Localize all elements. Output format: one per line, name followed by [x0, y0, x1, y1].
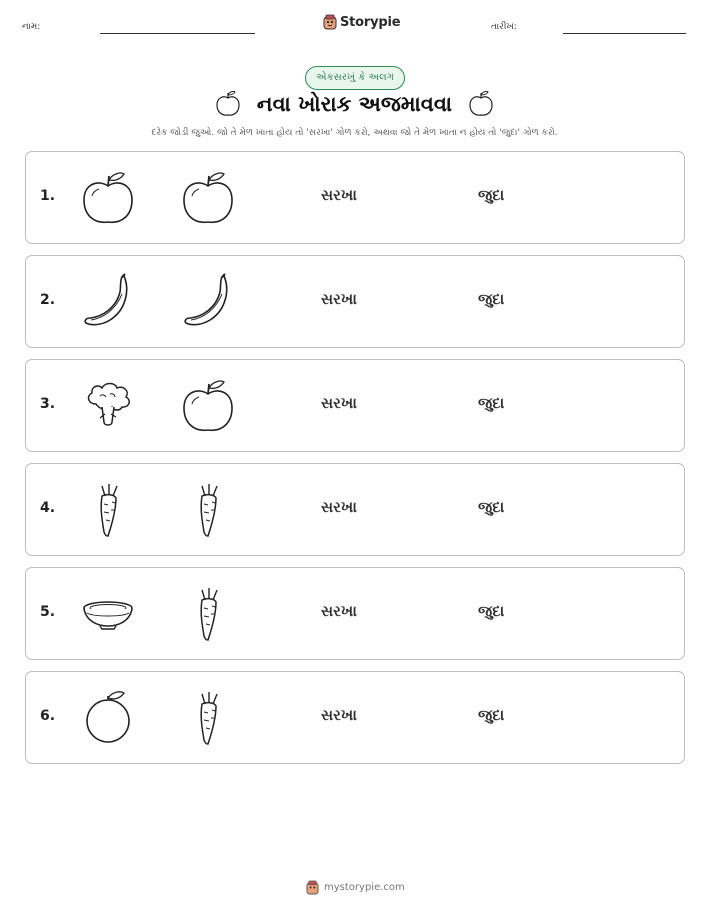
- question-number: 5.: [40, 604, 56, 620]
- category-badge: એકસરખું કે અલગ: [305, 66, 405, 90]
- different-option[interactable]: જુદા: [478, 290, 505, 308]
- banana-icon: [178, 272, 238, 332]
- carrot-icon: [178, 688, 238, 748]
- question-number: 6.: [40, 708, 56, 724]
- same-option[interactable]: સરખા: [321, 498, 357, 516]
- question-number: 2.: [40, 292, 56, 308]
- different-option[interactable]: જુદા: [478, 186, 505, 204]
- storypie-mascot-icon: [323, 14, 337, 30]
- question-number: 4.: [40, 500, 56, 516]
- question-card: [25, 671, 685, 764]
- same-option[interactable]: સરખા: [321, 394, 357, 412]
- different-option[interactable]: જુદા: [478, 394, 505, 412]
- different-option[interactable]: જુદા: [478, 498, 505, 516]
- carrot-icon: [178, 480, 238, 540]
- brand-name: Storypie: [340, 14, 401, 30]
- question-card: [25, 151, 685, 244]
- title-text: નવા ખોરાક અજમાવવા: [256, 91, 453, 116]
- footer-url: mystorypie.com: [324, 882, 405, 893]
- page-title: [0, 90, 709, 123]
- broccoli-icon: [78, 376, 138, 436]
- question-number: 1.: [40, 188, 56, 204]
- orange-icon: [78, 688, 138, 748]
- name-label: નામ:: [22, 22, 41, 32]
- worksheet-header: [0, 14, 709, 42]
- date-label: તારીખ:: [491, 22, 517, 32]
- name-line: [100, 33, 255, 34]
- same-option[interactable]: સરખા: [321, 602, 357, 620]
- different-option[interactable]: જુદા: [478, 602, 505, 620]
- storypie-mascot-icon: [306, 880, 319, 895]
- instructions: દરેક જોડી જુઓ. જો તે મેળ ખાતા હોય તો 'સરખા' ગોળ કરો, અથવા જો તે મેળ ખાતા ન હોય તો 'જુદા' ગોળ કરો.: [151, 128, 558, 138]
- date-line: [563, 33, 686, 34]
- same-option[interactable]: સરખા: [321, 186, 357, 204]
- apple-outline-icon: [215, 90, 241, 118]
- bowl-icon: [78, 584, 138, 644]
- question-card: [25, 567, 685, 660]
- question-card: [25, 463, 685, 556]
- question-card: [25, 255, 685, 348]
- same-option[interactable]: સરખા: [321, 706, 357, 724]
- footer: [306, 880, 405, 895]
- apple-outline-icon: [468, 90, 494, 118]
- different-option[interactable]: જુદા: [478, 706, 505, 724]
- banana-icon: [78, 272, 138, 332]
- question-number: 3.: [40, 396, 56, 412]
- apple-icon: [178, 168, 238, 228]
- carrot-icon: [178, 584, 238, 644]
- apple-icon: [78, 168, 138, 228]
- question-card: [25, 359, 685, 452]
- carrot-icon: [78, 480, 138, 540]
- brand-logo: [323, 14, 400, 30]
- apple-icon: [178, 376, 238, 436]
- same-option[interactable]: સરખા: [321, 290, 357, 308]
